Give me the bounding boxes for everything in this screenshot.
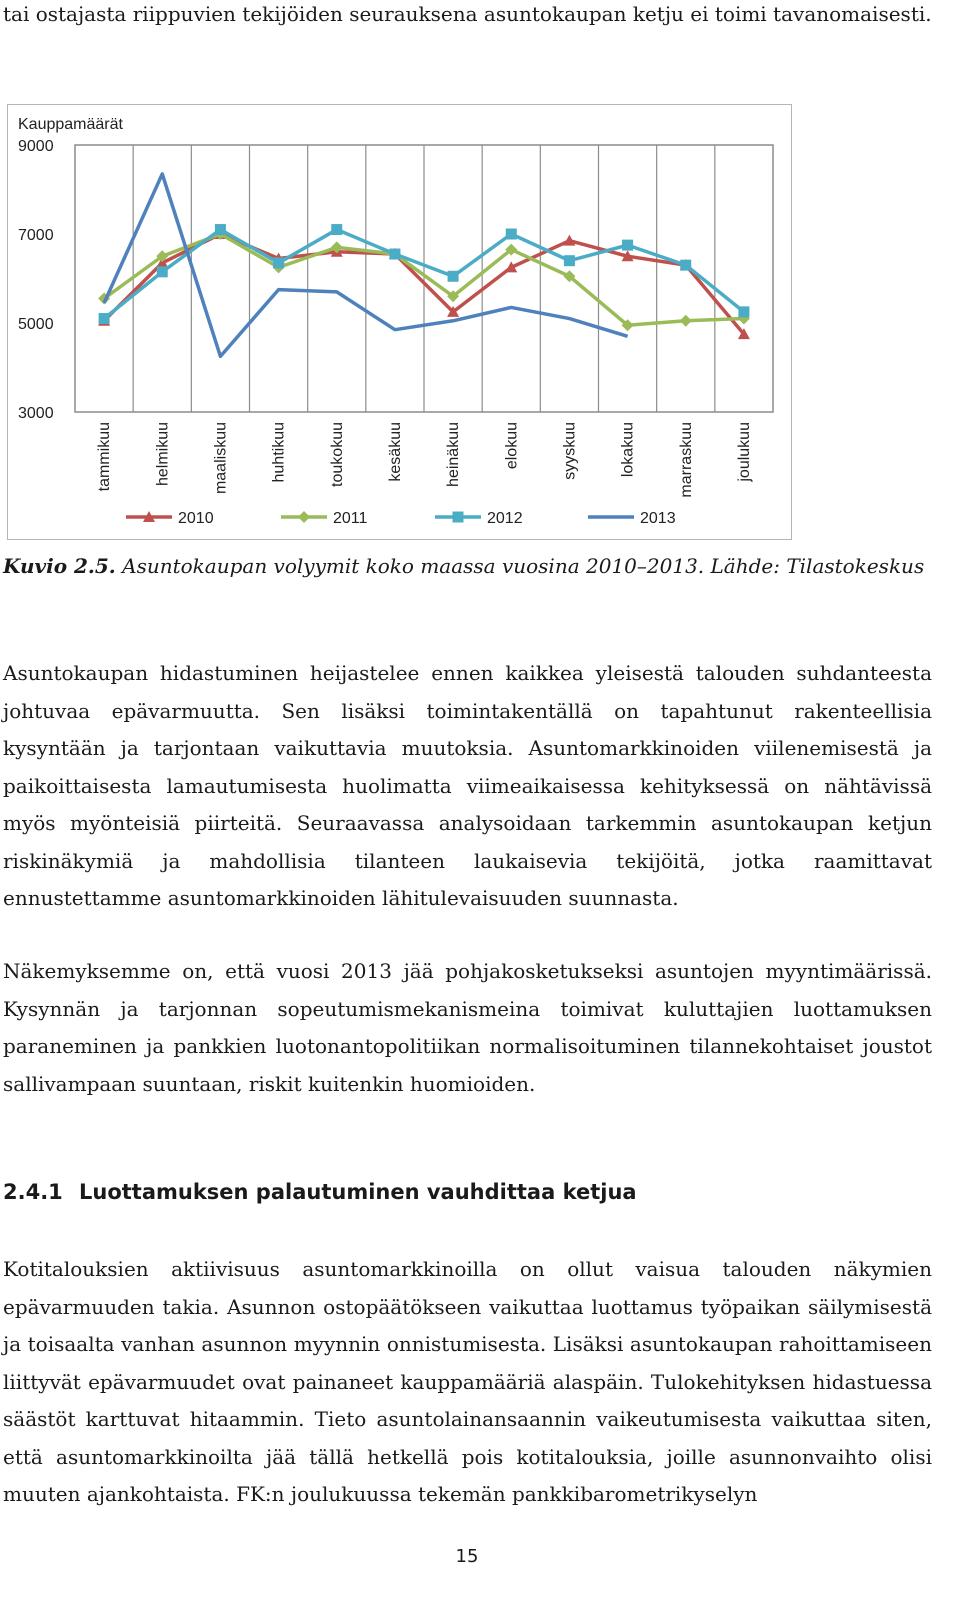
x-tick-label: heinäkuu (445, 422, 463, 487)
x-tick-label: kesäkuu (386, 422, 404, 482)
figure-caption-text: Asuntokaupan volyymit koko maassa vuosina 2010–2013. Lähde: Tilastokeskus (122, 554, 925, 578)
body-paragraph-1: Asuntokaupan hidastuminen heijastelee ennen kaikkea yleisestä talouden suhdanteesta johtuvaa epävarmuutta. Sen lisäksi toimintakentällä on tapahtunut rakenteellisia kysyntään ja tarjontaan vaikuttavia muutoksia. Asuntomarkkinoiden viilenemisestä ja paikoittaisesta lamautumisesta huolimatta viimeaikaisessa kehityksessä on nähtävissä myös myönteisiä piirteitä. Seuraavassa analysoidaan tarkemmin asuntokaupan ketjun riskinäkymiä ja mahdollisia tilanteen laukaisevia tekijöitä, jotka raamittavat ennustettamme asuntomarkkinoiden lähitulevaisuuden suunnasta. (3, 661, 932, 910)
legend-label: 2013 (640, 510, 676, 527)
data-point (157, 266, 168, 277)
line-chart (7, 104, 792, 540)
figure-label: Kuvio 2.5. (3, 554, 116, 578)
data-point (448, 271, 459, 282)
data-point (680, 315, 692, 327)
legend-label: 2010 (178, 510, 214, 527)
legend-label: 2012 (487, 510, 523, 527)
legend-label: 2011 (333, 510, 368, 527)
section-number: 2.4.1 (3, 1180, 63, 1204)
page-number: 15 (455, 1546, 479, 1567)
data-point (273, 257, 284, 268)
figure-caption (3, 548, 932, 586)
x-tick-label: joulukuu (735, 422, 753, 482)
x-tick-label: elokuu (503, 422, 521, 470)
x-tick-label: tammikuu (96, 422, 114, 492)
data-point (331, 224, 342, 235)
y-tick-label: 7000 (18, 227, 54, 244)
x-tick-label: huhtikuu (270, 422, 288, 483)
data-point (453, 512, 464, 523)
x-tick-label: lokakuu (619, 422, 637, 478)
y-tick-label: 5000 (18, 316, 54, 333)
data-point (506, 229, 517, 240)
y-tick-label: 9000 (18, 138, 54, 155)
y-axis-label: Kauppamäärät (18, 116, 123, 133)
section-heading (3, 1180, 637, 1204)
data-point (738, 306, 749, 317)
x-tick-label: maaliskuu (212, 422, 230, 495)
data-point (99, 313, 110, 324)
data-point (680, 260, 691, 271)
chart-canvas (8, 105, 793, 541)
body-paragraph-3: Kotitalouksien aktiivisuus asuntomarkkinoilla on ollut vaisua talouden näkymien epävarmuuden takia. Asunnon ostopäätökseen vaikuttaa luottamus työpaikan säilymisestä ja toisaalta vanhan asunnon myynnin onnistumisesta. Lisäksi asuntokaupan rahoittamiseen liittyvät epävarmuudet ovat painaneet kauppamääriä alaspäin. Tulokehityksen hidastuessa säästöt karttuvat hitaammin. Tieto asuntolainansaannin vaikeutumisesta vaikuttaa siten, että asuntomarkkinoilta jää tällä hetkellä pois kotitalouksia, joille asunnonvaihto olisi muuten ajankohtaista. FK:n joulukuussa tekemän pankkibarometrikyselyn (3, 1257, 932, 1506)
section-title: Luottamuksen palautuminen vauhdittaa ketjua (79, 1180, 637, 1204)
intro-paragraph: tai ostajasta riippuvien tekijöiden seurauksena asuntokaupan ketju ei toimi tavanomaisesti. (3, 2, 932, 26)
y-tick-label: 3000 (18, 405, 54, 422)
body-paragraph-2: Näkemyksemme on, että vuosi 2013 jää pohjakosketukseksi asuntojen myyntimäärissä. Kysynnän ja tarjonnan sopeutumismekanismeina toimivat kuluttajien luottamuksen paraneminen ja pankkien luotonantopolitiikan normalisoituminen tilannekohtaiset joustot sallivampaan suuntaan, riskit kuitenkin huomioiden. (3, 959, 932, 1096)
data-point (622, 240, 633, 251)
data-point (389, 249, 400, 260)
data-point (215, 224, 226, 235)
x-tick-label: helmikuu (154, 422, 172, 487)
x-tick-label: syyskuu (561, 422, 579, 480)
x-tick-label: marraskuu (677, 422, 695, 498)
data-point (298, 511, 310, 523)
x-tick-label: toukokuu (328, 422, 346, 487)
data-point (564, 255, 575, 266)
